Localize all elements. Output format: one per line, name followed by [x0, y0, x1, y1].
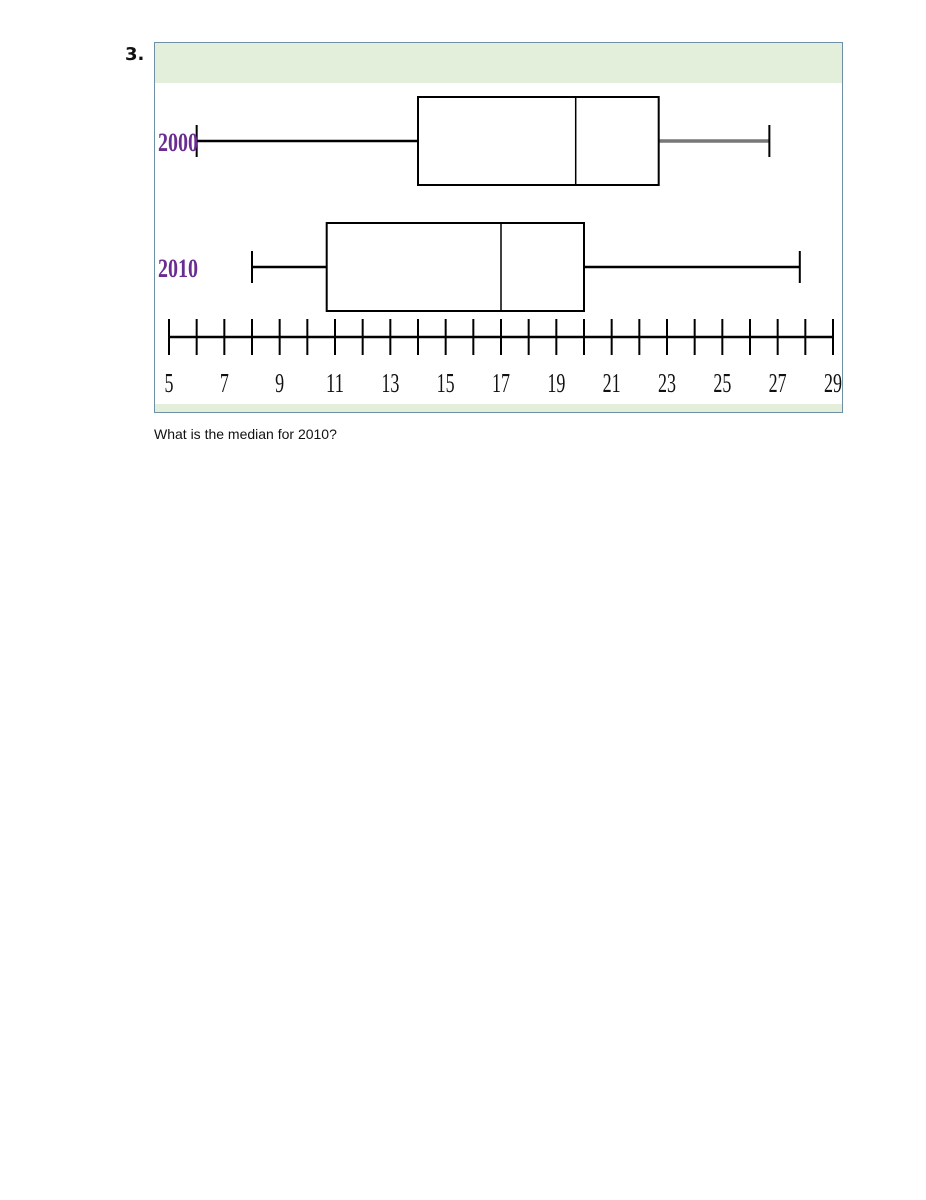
x-tick-label-9: 9	[275, 368, 285, 398]
x-tick-label-5: 5	[164, 368, 174, 398]
x-tick-label-17: 17	[492, 368, 510, 398]
x-tick-label-27: 27	[768, 368, 787, 398]
box-plot-figure	[154, 42, 843, 413]
x-tick-label-11: 11	[326, 368, 344, 398]
x-tick-label-13: 13	[381, 368, 400, 398]
series-label-2010: 2010	[158, 254, 198, 283]
question-number: 3.	[125, 44, 145, 65]
x-tick-label-25: 25	[713, 368, 732, 398]
x-tick-label-7: 7	[219, 368, 229, 398]
series-label-2000: 2000	[158, 128, 198, 157]
x-tick-label-19: 19	[547, 368, 566, 398]
question-prompt: What is the median for 2010?	[154, 426, 337, 442]
box-2000-iqr	[418, 97, 659, 185]
x-tick-label-29: 29	[824, 368, 842, 398]
x-tick-label-21: 21	[602, 368, 621, 398]
box-plot-chart	[155, 43, 844, 414]
box-2010-iqr	[327, 223, 584, 311]
x-tick-label-23: 23	[658, 368, 676, 398]
x-tick-label-15: 15	[436, 368, 455, 398]
